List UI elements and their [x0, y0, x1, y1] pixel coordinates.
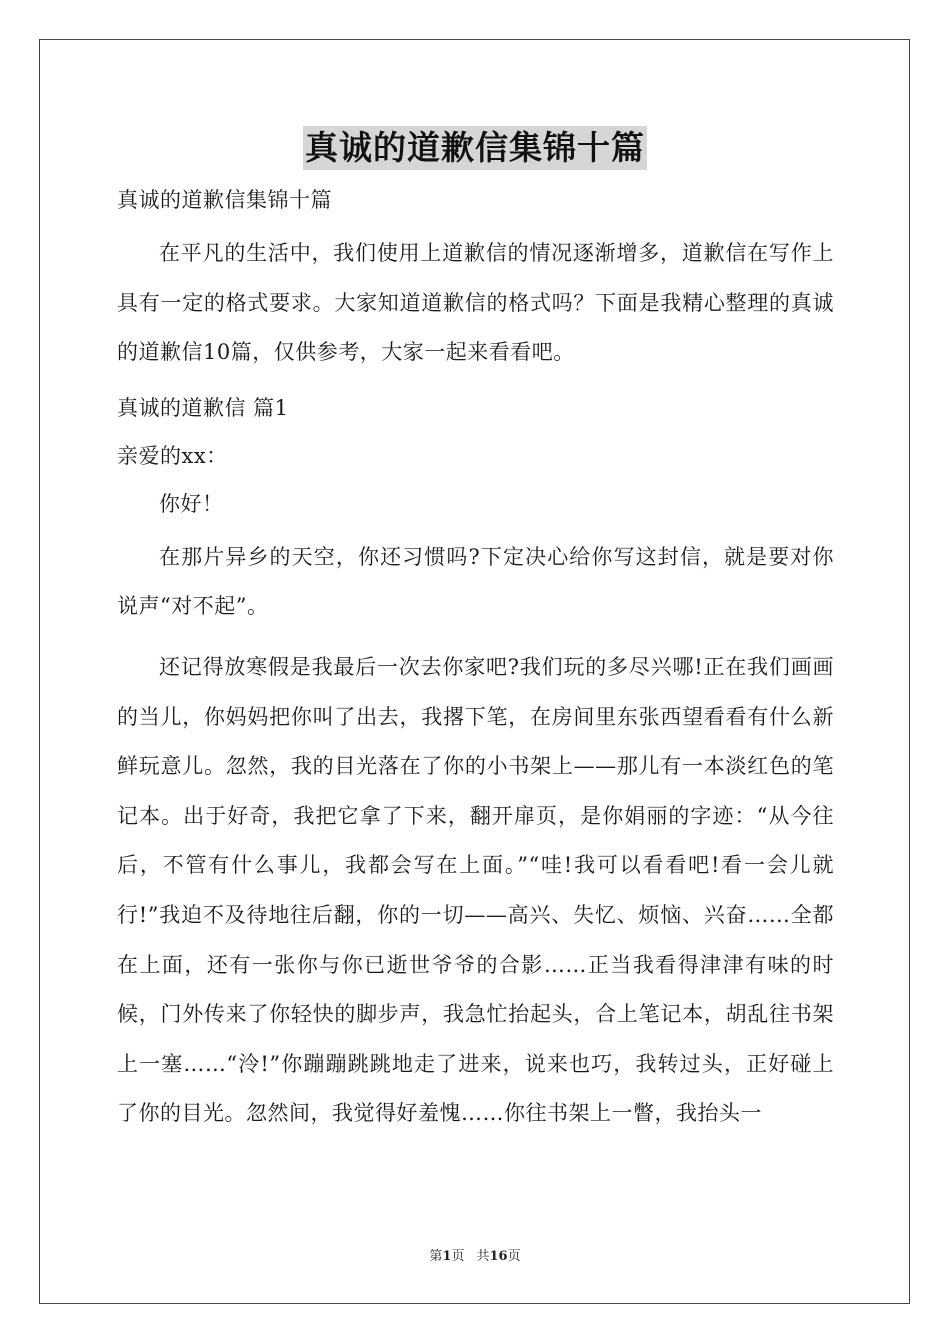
page-number-suffix: 页	[451, 1249, 465, 1264]
greeting: 你好！	[159, 491, 224, 516]
title-container	[0, 126, 950, 170]
total-pages-number: 16	[489, 1249, 508, 1264]
intro-paragraph: 在平凡的生活中，我们使用上道歉信的情况逐渐增多，道歉信在写作上具有一定的格式要求。大家知道道歉信的格式吗？下面是我精心整理的真诚的道歉信10篇，仅供参考，大家一起来看看吧。	[117, 241, 834, 365]
total-pages-suffix: 页	[507, 1249, 521, 1264]
section-heading: 真诚的道歉信 篇1	[117, 395, 289, 420]
current-page-number: 1	[442, 1249, 452, 1264]
letter-paragraph: 在那片异乡的天空，你还习惯吗?下定决心给你写这封信，就是要对你说声“对不起”。	[117, 544, 834, 619]
document-body	[117, 181, 834, 1139]
total-pages-prefix: 共	[476, 1249, 490, 1264]
document-title: 真诚的道歉信集锦十篇	[303, 126, 647, 170]
page-footer	[0, 1248, 950, 1266]
page-number-prefix: 第	[429, 1249, 443, 1264]
letter-paragraph: 还记得放寒假是我最后一次去你家吧?我们玩的多尽兴哪!正在我们画画的当儿，你妈妈把你叫了出去，我撂下笔，在房间里东张西望看看有什么新鲜玩意儿。忽然，我的目光落在了你的小书架上——那儿有一本淡红色的笔记本。出于好奇，我把它拿了下来，翻开扉页，是你娟丽的字迹：“从今往后，不管有什么事儿，我都会写在上面。”“哇!我可以看看吧!看一会儿就行!”我迫不及待地往后翻，你的一切——高兴、失忆、烦恼、兴奋……全都在上面，还有一张你与你已逝世爷爷的合影……正当我看得津津有味的时候，门外传来了你轻快的脚步声，我急忙抬起头，合上笔记本，胡乱往书架上一塞……“泠!”你蹦蹦跳跳地走了进来，说来也巧，我转过头，正好碰上了你的目光。忽然间，我觉得好羞愧……你往书架上一瞥，我抬头一	[117, 654, 834, 1126]
subtitle-line: 真诚的道歉信集锦十篇	[117, 188, 332, 212]
salutation: 亲爱的xx：	[117, 443, 228, 468]
